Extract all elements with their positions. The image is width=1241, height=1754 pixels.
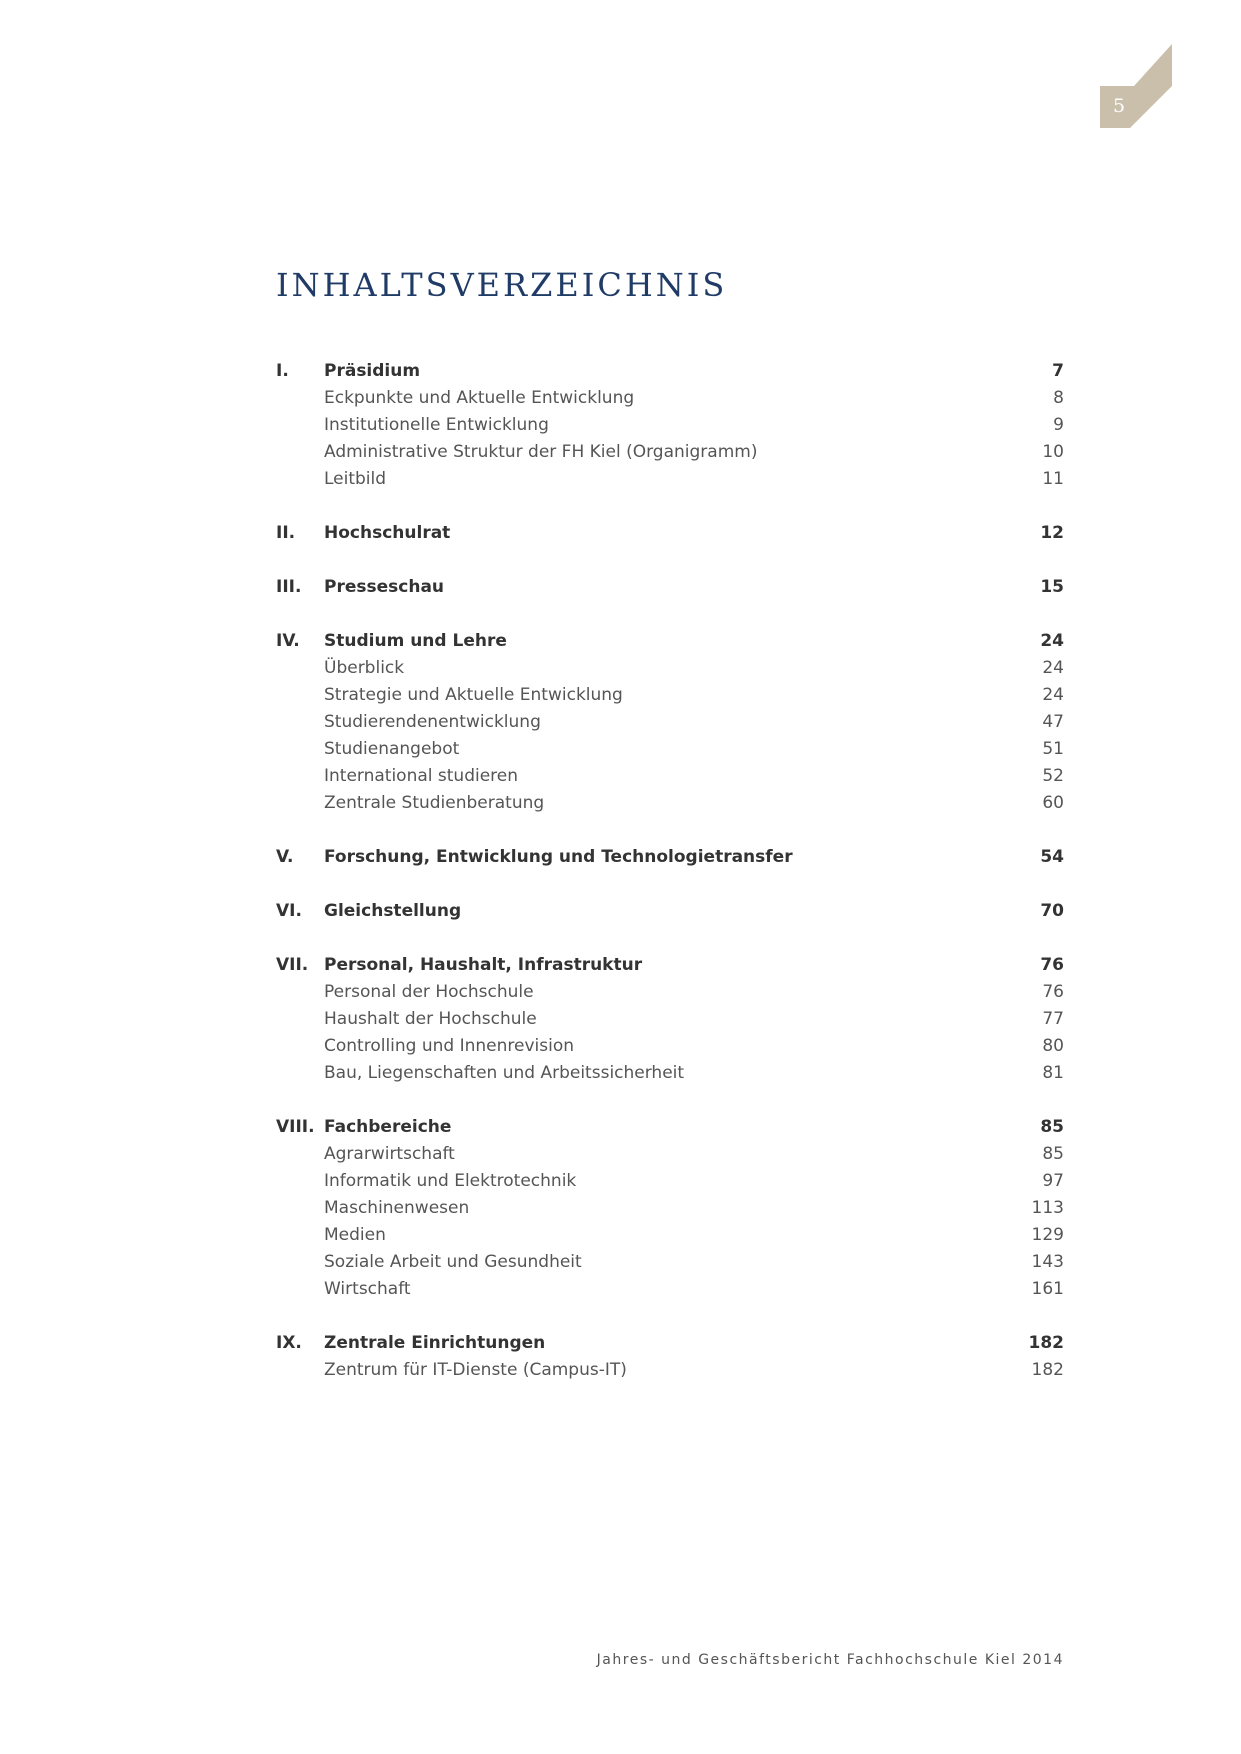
toc-entry[interactable] [276,1141,1064,1168]
toc-page-number: 129 [1031,1225,1064,1245]
toc-section-row[interactable] [276,1114,1064,1141]
table-of-contents [276,358,1064,1411]
toc-entry[interactable] [276,1060,1064,1087]
toc-entry[interactable] [276,412,1064,439]
toc-section-row[interactable] [276,358,1064,385]
toc-entry-title: Medien [324,1225,386,1245]
toc-page-number: 76 [1040,955,1064,975]
toc-section-row[interactable] [276,628,1064,655]
toc-entry-title: Eckpunkte und Aktuelle Entwicklung [324,388,635,408]
toc-entry[interactable] [276,763,1064,790]
toc-entry-title: Überblick [324,658,405,678]
toc-page-number: 24 [1042,685,1064,705]
toc-section [276,358,1064,493]
toc-page-number: 7 [1052,361,1064,381]
toc-page-number: 15 [1040,577,1064,597]
toc-section-number: V. [276,847,294,867]
toc-section [276,898,1064,925]
toc-entry-title: Controlling und Innenrevision [324,1036,575,1056]
toc-entry-title: Haushalt der Hochschule [324,1009,537,1029]
toc-entry[interactable] [276,466,1064,493]
toc-page-number: 9 [1053,415,1064,435]
toc-section-number: VIII. [276,1117,315,1137]
toc-section-number: IX. [276,1333,302,1353]
toc-section [276,1330,1064,1384]
toc-page-number: 97 [1042,1171,1064,1191]
toc-page-number: 182 [1031,1360,1064,1380]
toc-entry-title: Soziale Arbeit und Gesundheit [324,1252,582,1272]
toc-page-number: 143 [1031,1252,1064,1272]
toc-page-number: 60 [1042,793,1064,813]
toc-section [276,520,1064,547]
toc-entry[interactable] [276,1168,1064,1195]
toc-section-row[interactable] [276,844,1064,871]
toc-page-number: 8 [1053,388,1064,408]
toc-section-title: Forschung, Entwicklung und Technologietransfer [324,847,793,867]
toc-page-number: 76 [1042,982,1064,1002]
toc-entry[interactable] [276,1249,1064,1276]
toc-entry-title: Personal der Hochschule [324,982,534,1002]
toc-section-title: Gleichstellung [324,901,462,921]
toc-section-row[interactable] [276,898,1064,925]
toc-entry-title: Zentrale Studienberatung [324,793,545,813]
toc-entry-title: Informatik und Elektrotechnik [324,1171,577,1191]
toc-section-number: VI. [276,901,302,921]
toc-entry[interactable] [276,1276,1064,1303]
toc-entry[interactable] [276,1222,1064,1249]
toc-page-number: 70 [1040,901,1064,921]
toc-section-title: Presseschau [324,577,445,597]
toc-page-number: 85 [1042,1144,1064,1164]
toc-section-title: Fachbereiche [324,1117,452,1137]
toc-entry[interactable] [276,790,1064,817]
toc-section [276,844,1064,871]
toc-entry[interactable] [276,709,1064,736]
toc-section-number: II. [276,523,296,543]
toc-section-row[interactable] [276,952,1064,979]
toc-page-number: 113 [1031,1198,1064,1218]
page-title: INHALTSVERZEICHNIS [276,266,728,304]
toc-page-number: 80 [1042,1036,1064,1056]
toc-entry-title: Leitbild [324,469,387,489]
toc-entry-title: Studienangebot [324,739,460,759]
toc-section [276,952,1064,1087]
toc-page-number: 182 [1028,1333,1064,1353]
toc-entry[interactable] [276,1357,1064,1384]
toc-section-number: I. [276,361,289,381]
toc-entry[interactable] [276,682,1064,709]
toc-page-number: 47 [1042,712,1064,732]
toc-entry-title: Zentrum für IT-Dienste (Campus-IT) [324,1360,627,1380]
toc-entry[interactable] [276,1195,1064,1222]
toc-page-number: 11 [1042,469,1064,489]
toc-page-number: 81 [1042,1063,1064,1083]
toc-section-row[interactable] [276,574,1064,601]
toc-section-number: IV. [276,631,300,651]
toc-page-number: 85 [1040,1117,1064,1137]
toc-section-title: Hochschulrat [324,523,451,543]
toc-entry[interactable] [276,1006,1064,1033]
toc-section [276,628,1064,817]
toc-page-number: 10 [1042,442,1064,462]
toc-section-title: Studium und Lehre [324,631,507,651]
toc-page-number: 24 [1040,631,1064,651]
toc-entry-title: Bau, Liegenschaften und Arbeitssicherheit [324,1063,685,1083]
toc-entry-title: Agrarwirtschaft [324,1144,455,1164]
toc-page-number: 12 [1040,523,1064,543]
toc-entry-title: International studieren [324,766,519,786]
toc-entry-title: Administrative Struktur der FH Kiel (Organigramm) [324,442,758,462]
toc-page-number: 77 [1042,1009,1064,1029]
toc-section-title: Präsidium [324,361,421,381]
toc-entry-title: Wirtschaft [324,1279,411,1299]
toc-entry-title: Studierendenentwicklung [324,712,541,732]
toc-page-number: 54 [1040,847,1064,867]
toc-page-number: 24 [1042,658,1064,678]
toc-page-number: 51 [1042,739,1064,759]
toc-section-title: Personal, Haushalt, Infrastruktur [324,955,643,975]
toc-entry-title: Institutionelle Entwicklung [324,415,549,435]
toc-section-number: VII. [276,955,309,975]
toc-page-number: 161 [1031,1279,1064,1299]
toc-section-number: III. [276,577,302,597]
toc-entry-title: Strategie und Aktuelle Entwicklung [324,685,623,705]
toc-entry[interactable] [276,655,1064,682]
toc-entry[interactable] [276,979,1064,1006]
toc-entry[interactable] [276,385,1064,412]
toc-entry[interactable] [276,736,1064,763]
toc-page-number: 52 [1042,766,1064,786]
toc-entry-title: Maschinenwesen [324,1198,470,1218]
toc-entry[interactable] [276,439,1064,466]
toc-entry[interactable] [276,1033,1064,1060]
toc-section-row[interactable] [276,520,1064,547]
toc-section [276,1114,1064,1303]
footer-text: Jahres- und Geschäftsbericht Fachhochschule Kiel 2014 [596,1652,1064,1668]
toc-section [276,574,1064,601]
toc-section-row[interactable] [276,1330,1064,1357]
page-number: 5 [1112,95,1126,117]
toc-section-title: Zentrale Einrichtungen [324,1333,546,1353]
